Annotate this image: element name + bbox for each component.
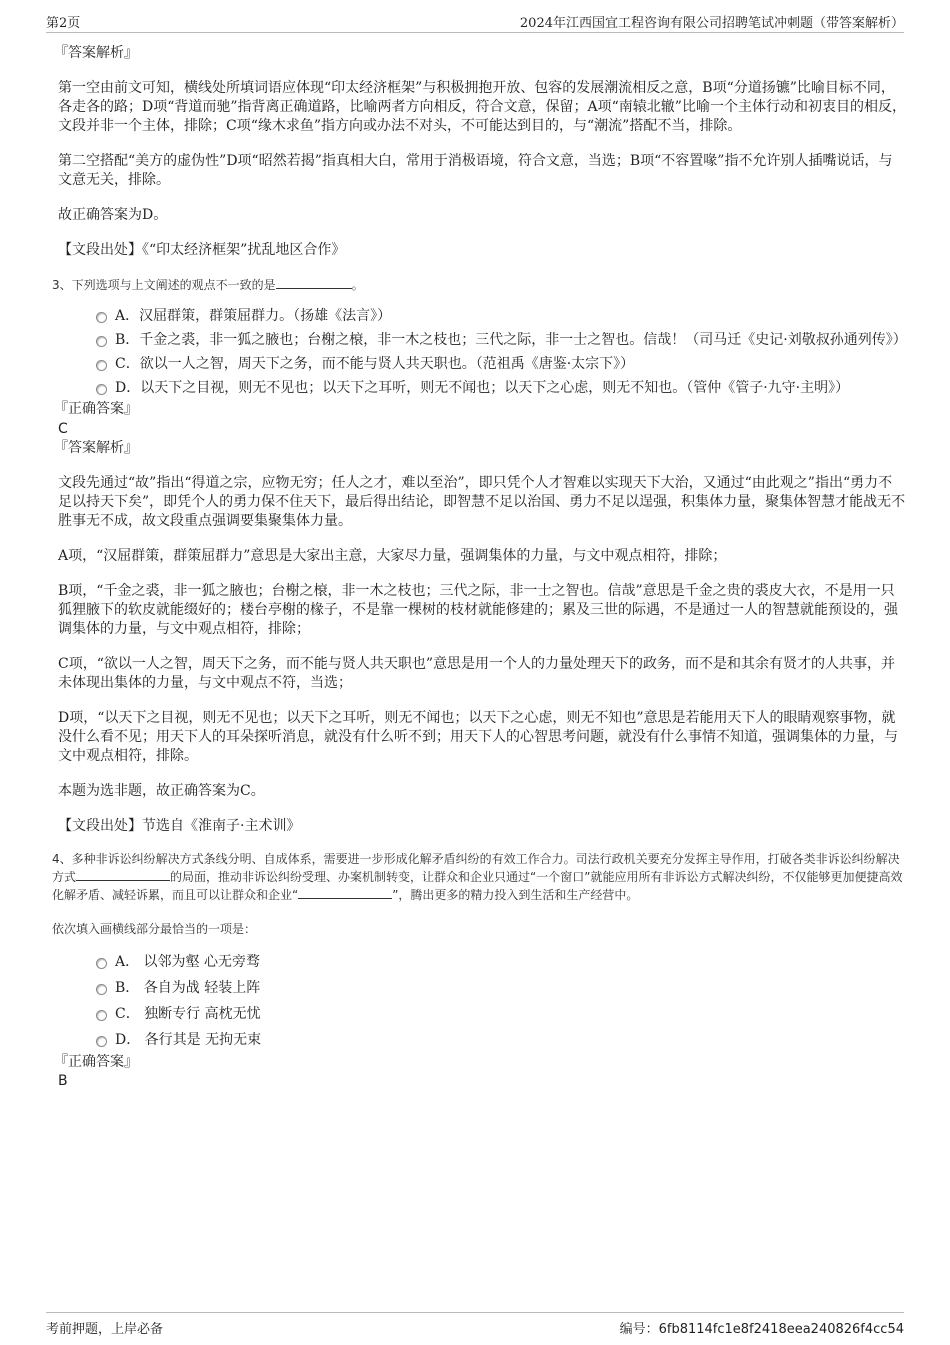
radio-icon[interactable] — [96, 360, 107, 371]
option-a[interactable]: A． 以邻为壑 心无旁骛 — [96, 952, 906, 973]
option-c[interactable]: C． 独断专行 高枕无忧 — [96, 1004, 906, 1025]
document-code: 编号：6fb8114fc1e8f2418eea240826f4cc54 — [619, 1322, 904, 1337]
option-b[interactable]: B． 各自为战 轻装上阵 — [96, 978, 906, 999]
answer-conclusion: 本题为选非题，故正确答案为C。 — [58, 783, 265, 799]
analysis-paragraph: 文段先通过“故”指出“得道之宗，应物无穷；任人之才，难以至治”，即只凭个人才智难以实现天下大治，又通过“由此观之”指出“勇力不足以持天下矣”，即凭个人的勇力保不住天下，最后得出结论，即智慧不足以治国、勇力不足以逞强，积集体力量，聚集体智慧才能战无不胜事无不成，故文段重点强调要集聚集体力量。 — [58, 475, 906, 529]
option-d[interactable]: D．以天下之目视，则无不见也；以天下之耳听，则无不闻也；以天下之心虑，则无不知也。（管仲《管子·九守·主明》） — [96, 378, 906, 399]
option-d[interactable]: D． 各行其是 无拘无束 — [96, 1030, 906, 1051]
page-number: 第2页 — [46, 16, 81, 31]
page-header — [46, 10, 904, 33]
document-body — [52, 44, 907, 1090]
footer-slogan: 考前押题，上岸必备 — [46, 1322, 164, 1337]
option-c[interactable]: C．欲以一人之智，周天下之务，而不能与贤人共天职也。（范祖禹《唐鉴·太宗下》） — [96, 354, 906, 375]
radio-icon[interactable] — [96, 958, 107, 969]
page-footer — [46, 1312, 904, 1337]
analysis-tag: 『答案解析』 — [54, 45, 138, 61]
correct-answer: B — [58, 1073, 68, 1089]
correct-answer-tag: 『正确答案』 — [54, 401, 138, 417]
analysis-tag: 『答案解析』 — [54, 440, 138, 456]
analysis-paragraph: 第一空由前文可知，横线处所填词语应体现“印太经济框架”与积极拥抱开放、包容的发展潮流相反之意，B项“分道扬镳”比喻目标不同，各走各的路；D项“背道而驰”指背离正确道路，比喻两者方向相反，符合文意，保留；A项“南辕北辙”比喻一个主体行动和初衷目的相反，文段并非一个主体，排除；C项“缘木求鱼”指方向或办法不对头，不可能达到目的，与“潮流”搭配不当，排除。 — [58, 80, 906, 134]
option-b[interactable]: B．千金之裘，非一狐之腋也；台榭之榱，非一木之枝也；三代之际，非一士之智也。信哉！（司马迁《史记·刘敬叔孙通列传》） — [96, 330, 906, 351]
radio-icon[interactable] — [96, 384, 107, 395]
question-stem: 4、多种非诉讼纠纷解决方式条线分明、自成体系，需要进一步形成化解矛盾纠纷的有效工作合力。司法行政机关要充分发挥主导作用，打破各类非诉讼纠纷解决方式 的局面，推动非诉讼纠纷受理、办案机制转变，让群众和企业只通过“一个窗口”就能应用所有非诉讼方式解决纠纷，不仅能够更加便捷高效化解矛盾、减轻诉累，而且可以让群众和企业“ ”，腾出更多的精力投入到生活和生产经营中。 — [52, 852, 903, 902]
correct-answer-tag: 『正确答案』 — [54, 1054, 138, 1070]
answer-conclusion: 故正确答案为D。 — [58, 207, 168, 223]
option-list — [96, 952, 906, 1051]
analysis-paragraph: A项，“汉屈群策，群策屈群力”意思是大家出主意，大家尽力量，强调集体的力量，与文中观点相符，排除； — [58, 548, 727, 564]
analysis-paragraph: C项，“欲以一人之智，周天下之务，而不能与贤人共天职也”意思是用一个人的力量处理天下的政务，而不是和其余有贤才的人共事，并未体现出集体的力量，与文中观点不符，当选； — [58, 656, 896, 691]
analysis-paragraph: D项，“以天下之目视，则无不见也；以天下之耳听，则无不闻也；以天下之心虑，则无不知也”意思是若能用天下人的眼睛观察事物，就没什么看不见；用天下人的耳朵探听消息，就没有什么听不到；用天下人的心智思考问题，就没有什么事情不知道，强调集体的力量，与文中观点相符，排除。 — [58, 710, 898, 764]
document-title: 2024年江西国宜工程咨询有限公司招聘笔试冲刺题（带答案解析） — [519, 16, 904, 31]
correct-answer: C — [58, 421, 68, 437]
radio-icon[interactable] — [96, 984, 107, 995]
source-note: 【文段出处】《“印太经济框架”扰乱地区合作》 — [58, 242, 346, 258]
radio-icon[interactable] — [96, 312, 107, 323]
option-a[interactable]: A．汉屈群策，群策屈群力。（扬雄《法言》） — [96, 306, 906, 327]
option-list — [96, 306, 906, 399]
source-note: 【文段出处】节选自《淮南子·主术训》 — [58, 818, 301, 834]
analysis-paragraph: B项，“千金之裘，非一狐之腋也；台榭之榱，非一木之枝也；三代之际，非一士之智也。信哉”意思是千金之贵的裘皮大衣，不是用一只狐狸腋下的软皮就能缀好的；楼台亭榭的椽子，不是靠一棵树的枝材就能修建的；累及三世的际遇，不是通过一人的智慧就能预设的，强调集体的力量，与文中观点相符，排除； — [58, 583, 898, 637]
question-stem: 3、下列选项与上文阐述的观点不一致的是 。 — [52, 278, 364, 292]
question-prompt: 依次填入画横线部分最恰当的一项是： — [52, 922, 257, 936]
radio-icon[interactable] — [96, 1010, 107, 1021]
radio-icon[interactable] — [96, 336, 107, 347]
radio-icon[interactable] — [96, 1036, 107, 1047]
analysis-paragraph: 第二空搭配“美方的虚伪性”D项“昭然若揭”指真相大白，常用于消极语境，符合文意，当选；B项“不容置喙”指不允许别人插嘴说话，与文意无关，排除。 — [58, 153, 893, 188]
